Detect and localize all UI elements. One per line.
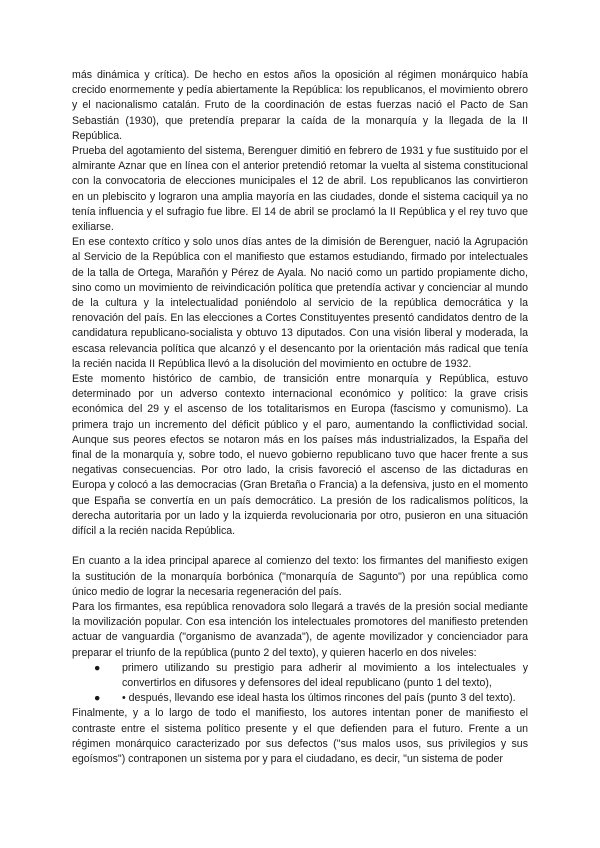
- list-item-text: primero utilizando su prestigio para adherir al movimiento a los intelectuales y convertirlos en difusores y defensores del ideal republicano (punto 1 del texto),: [122, 661, 528, 689]
- list-item: [72, 661, 528, 691]
- list-item: [72, 691, 528, 706]
- paragraph-contraste-sistemas: Finalmente, y a lo largo de todo el manifiesto, los autores intentan poner de manifiesto el contraste entre el sistema político presente y el que defienden para el futuro. Frente a un régimen monárquico caracterizado por sus defectos ("sus malos usos, sus privilegios y sus egoísmos") contraponen un sistema por y para el ciudadano, es decir, "un sistema de poder: [72, 707, 528, 765]
- document-page: [72, 68, 528, 767]
- bullet-icon: ●: [94, 692, 101, 705]
- bullet-icon: ●: [94, 661, 101, 674]
- paragraph-idea-principal: En cuanto a la idea principal aparece al comienzo del texto: los firmantes del manifiesto exigen la sustitución de la monarquía borbónica ("monarquía de Sagunto") por una república como único medio de lograr la necesaria regeneración del país.: [72, 555, 528, 598]
- paragraph-contexto-internacional: Este momento histórico de cambio, de transición entre monarquía y República, estuvo determinado por un adverso contexto internacional económico y político: la grave crisis económica del 29 y el ascenso de los totalitarismos en Europa (fascismo y comunismo). La primera trajo un incremento del déficit público y el paro, aumentando la conflictividad social. Aunque sus peores efectos se notaron más en los países más industrializados, la España del final de la monarquía y, sobre todo, el nuevo gobierno republicano tuvo que hacer frente a sus negativas consecuencias. Por otro lado, la crisis favoreció el ascenso de las dictaduras en Europa y colocó a las democracias (Gran Bretaña o Francia) a la defensiva, justo en el momento que España se convertía en un país democrático. La presión de los radicalismos políticos, la derecha autoritaria por un lado y la izquierda revolucionaria por otro, pusieron en una situación difícil a la recién nacida República.: [72, 373, 528, 538]
- section-gap: [72, 539, 528, 554]
- list-item-text: • después, llevando ese ideal hasta los últimos rincones del país (punto 3 del texto).: [122, 692, 516, 705]
- paragraph-agrupacion-republica: En ese contexto crítico y solo unos días antes de la dimisión de Berenguer, nació la Agrupación al Servicio de la República con el manifiesto que estamos estudiando, firmado por intelectuales de la talla de Ortega, Marañón y Pérez de Ayala. No nació como un partido propiamente dicho, sino como un movimiento de reivindicación política que pretendía activar y concienciar al mundo de la cultura y la intelectualidad poniéndolo al servicio de la república democrática y la renovación del país. En las elecciones a Cortes Constituyentes presentó candidatos dentro de la candidatura republicano-socialista y obtuvo 13 diputados. Con una visión liberal y moderada, la escasa relevancia política que alcanzó y el desencanto por la orientación más radical que tenía la recién nacida II República llevó a la disolución del movimiento en octubre de 1932.: [72, 236, 528, 370]
- paragraph-berenguer-dimision: Prueba del agotamiento del sistema, Berenguer dimitió en febrero de 1931 y fue sustituido por el almirante Aznar que en línea con el anterior pretendió retomar la vuelta al sistema constitucional con la convocatoria de elecciones municipales el 12 de abril. Los republicanos las convirtieron en un plebiscito y lograron una amplia mayoría en las ciudades, donde el sistema caciquil ya no tenía influencia y el sufragio fue libre. El 14 de abril se proclamó la II República y el rey tuvo que exiliarse.: [72, 145, 528, 234]
- paragraph-pacto-san-sebastian: más dinámica y crítica). De hecho en estos años la oposición al régimen monárquico había crecido enormemente y pedía abiertamente la República: los republicanos, el movimiento obrero y el nacionalismo catalán. Fruto de la coordinación de estas fuerzas nació el Pacto de San Sebastián (1930), que pretendía preparar la caída de la monarquía y la llegada de la II República.: [72, 69, 528, 142]
- paragraph-movilizacion-popular: Para los firmantes, esa república renovadora solo llegará a través de la presión social mediante la movilización popular. Con esa intención los intelectuales promotores del manifiesto pretenden actuar de vanguardia ("organismo de avanzada"), de agente movilizador y concienciador para preparar el triunfo de la república (punto 2 del texto), y quieren hacerlo en dos niveles:: [72, 600, 528, 659]
- bullet-list: [72, 661, 528, 707]
